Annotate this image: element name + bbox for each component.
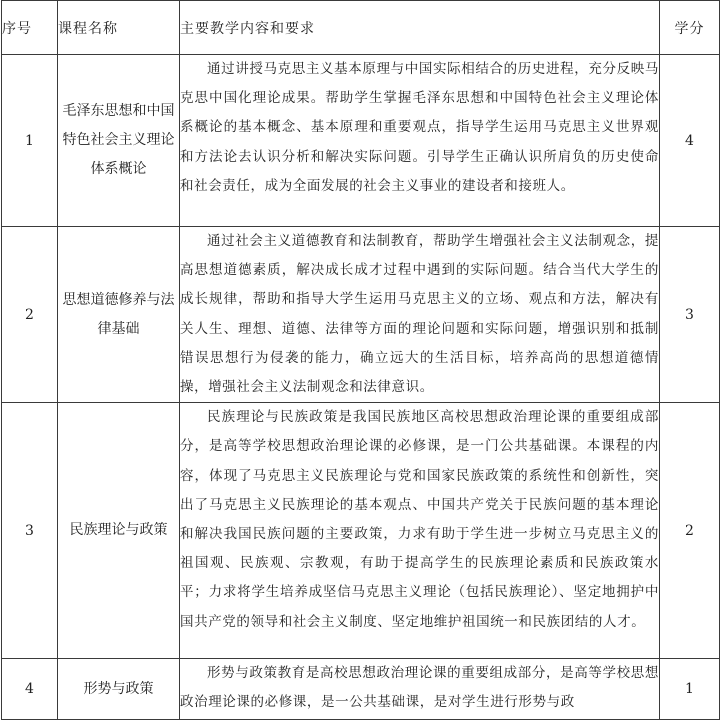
row-credit: 1 [660, 659, 720, 720]
course-table [1, 0, 720, 720]
row-course-name: 民族理论与政策 [58, 403, 180, 659]
table-row [2, 227, 720, 403]
header-course-name: 课程名称 [58, 1, 180, 55]
row-course-name: 毛泽东思想和中国特色社会主义理论体系概论 [58, 55, 180, 227]
row-credit: 4 [660, 55, 720, 227]
header-index: 序号 [2, 1, 58, 55]
row-course-name: 形势与政策 [58, 659, 180, 720]
row-credit: 3 [660, 227, 720, 403]
header-credit: 学分 [660, 1, 720, 55]
row-content: 通过讲授马克思主义基本原理与中国实际相结合的历史进程，充分反映马克思中国化理论成果。帮助学生掌握毛泽东思想和中国特色社会主义理论体系概论的基本概念、基本原理和重要观点，指导学生运用马克思主义世界观和方法论去认识分析和解决实际问题。引导学生正确认识所肩负的历史使命和社会责任，成为全面发展的社会主义事业的建设者和接班人。 [180, 55, 660, 227]
row-credit: 2 [660, 403, 720, 659]
row-index: 2 [2, 227, 58, 403]
table-row [2, 659, 720, 720]
row-index: 4 [2, 659, 58, 720]
header-content: 主要教学内容和要求 [180, 1, 660, 55]
row-content: 民族理论与民族政策是我国民族地区高校思想政治理论课的重要组成部分，是高等学校思想政治理论课的必修课，是一门公共基础课。本课程的内容，体现了马克思主义民族理论与党和国家民族政策的系统性和创新性，突出了马克思主义民族理论的基本观点、中国共产党关于民族问题的基本理论和解决我国民族问题的主要政策，力求有助于学生进一步树立马克思主义的祖国观、民族观、宗教观，有助于提高学生的民族理论素质和民族政策水平；力求将学生培养成坚信马克思主义理论（包括民族理论）、坚定地拥护中国共产党的领导和社会主义制度、坚定地维护祖国统一和民族团结的人才。 [180, 403, 660, 659]
row-content: 通过社会主义道德教育和法制教育，帮助学生增强社会主义法制观念，提高思想道德素质，解决成长成才过程中遇到的实际问题。结合当代大学生的成长规律，帮助和指导大学生运用马克思主义的立场、观点和方法，解决有关人生、理想、道德、法律等方面的理论问题和实际问题，增强识别和抵制错误思想行为侵袭的能力，确立远大的生活目标，培养高尚的思想道德情操，增强社会主义法制观念和法律意识。 [180, 227, 660, 403]
row-index: 1 [2, 55, 58, 227]
table-row [2, 403, 720, 659]
row-content-text: 形势与政策教育是高校思想政治理论课的重要组成部分，是高等学校思想政治理论课的必修课，是一公共基础课，是对学生进行形势与政 [180, 665, 659, 711]
row-course-name: 思想道德修养与法律基础 [58, 227, 180, 403]
table-header-row [2, 1, 720, 55]
row-index: 3 [2, 403, 58, 659]
table-row [2, 55, 720, 227]
row-content [180, 659, 660, 720]
